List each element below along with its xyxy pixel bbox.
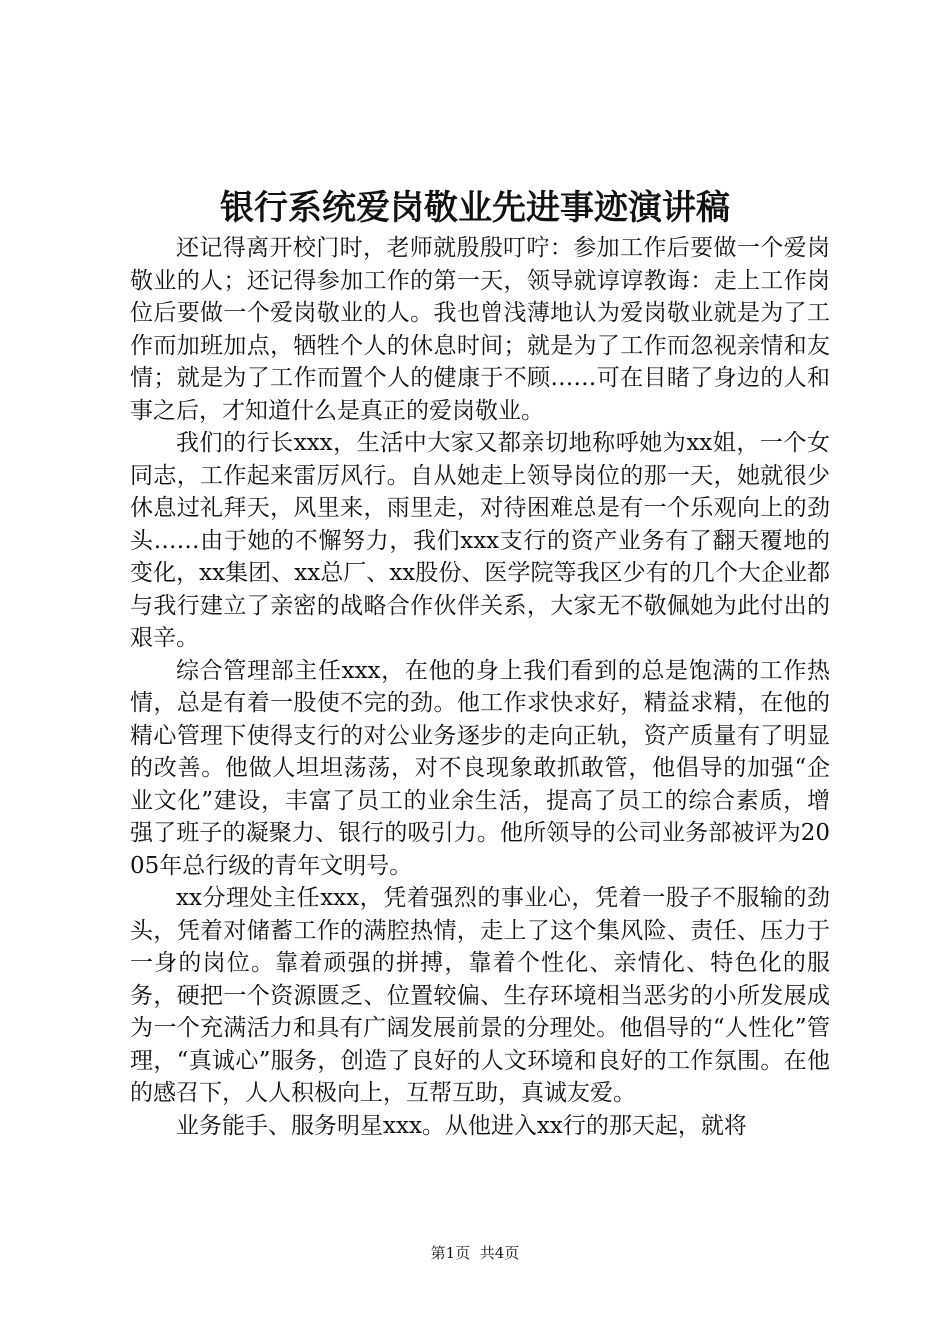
document-body [130, 232, 830, 1142]
paragraph: 我们的行长xxx，生活中大家又都亲切地称呼她为xx姐，一个女同志，工作起来雷厉风行。自从她走上领导岗位的那一天，她就很少休息过礼拜天，风里来，雨里走，对待困难总是有一个乐观向上的劲头……由于她的不懈努力，我们xxx支行的资产业务有了翻天覆地的变化，xx集团、xx总厂、xx股份、医学院等我区少有的几个大企业都与我行建立了亲密的战略合作伙伴关系，大家无不敬佩她为此付出的艰辛。 [130, 430, 830, 651]
page-total: 共4页 [479, 1244, 520, 1262]
paragraph: 业务能手、服务明星xxx。从他进入xx行的那天起，就将 [176, 1112, 747, 1139]
page-number: 第1页 [430, 1244, 471, 1262]
page-footer [0, 1243, 950, 1263]
paragraph: 还记得离开校门时，老师就殷殷叮咛：参加工作后要做一个爱岗敬业的人；还记得参加工作的第一天，领导就谆谆教诲：走上工作岗位后要做一个爱岗敬业的人。我也曾浅薄地认为爱岗敬业就是为了工作而加班加点，牺牲个人的休息时间；就是为了工作而忽视亲情和友情；就是为了工作而置个人的健康于不顾……可在目睹了身边的人和事之后，才知道什么是真正的爱岗敬业。 [130, 235, 830, 424]
paragraph: 综合管理部主任xxx，在他的身上我们看到的总是饱满的工作热情，总是有着一股使不完的劲。他工作求快求好，精益求精，在他的精心管理下使得支行的对公业务逐步的走向正轨，资产质量有了明显的改善。他做人坦坦荡荡，对不良现象敢抓敢管，他倡导的加强“企业文化”建设，丰富了员工的业余生活，提高了员工的综合素质，增强了班子的凝聚力、银行的吸引力。他所领导的公司业务部被评为2005年总行级的青年文明号。 [130, 657, 830, 879]
paragraph: xx分理处主任xxx，凭着强烈的事业心，凭着一股子不服输的劲头，凭着对储蓄工作的满腔热情，走上了这个集风险、责任、压力于一身的岗位。靠着顽强的拼搏，靠着个性化、亲情化、特色化的服务，硬把一个资源匮乏、位置较偏、生存环境相当恶劣的小所发展成为一个充满活力和具有广阔发展前景的分理处。他倡导的“人性化”管理，“真诚心”服务，创造了良好的人文环境和良好的工作氛围。在他的感召下，人人积极向上，互帮互助，真诚友爱。 [130, 885, 830, 1106]
document-title: 银行系统爱岗敬业先进事迹演讲稿 [220, 188, 730, 228]
